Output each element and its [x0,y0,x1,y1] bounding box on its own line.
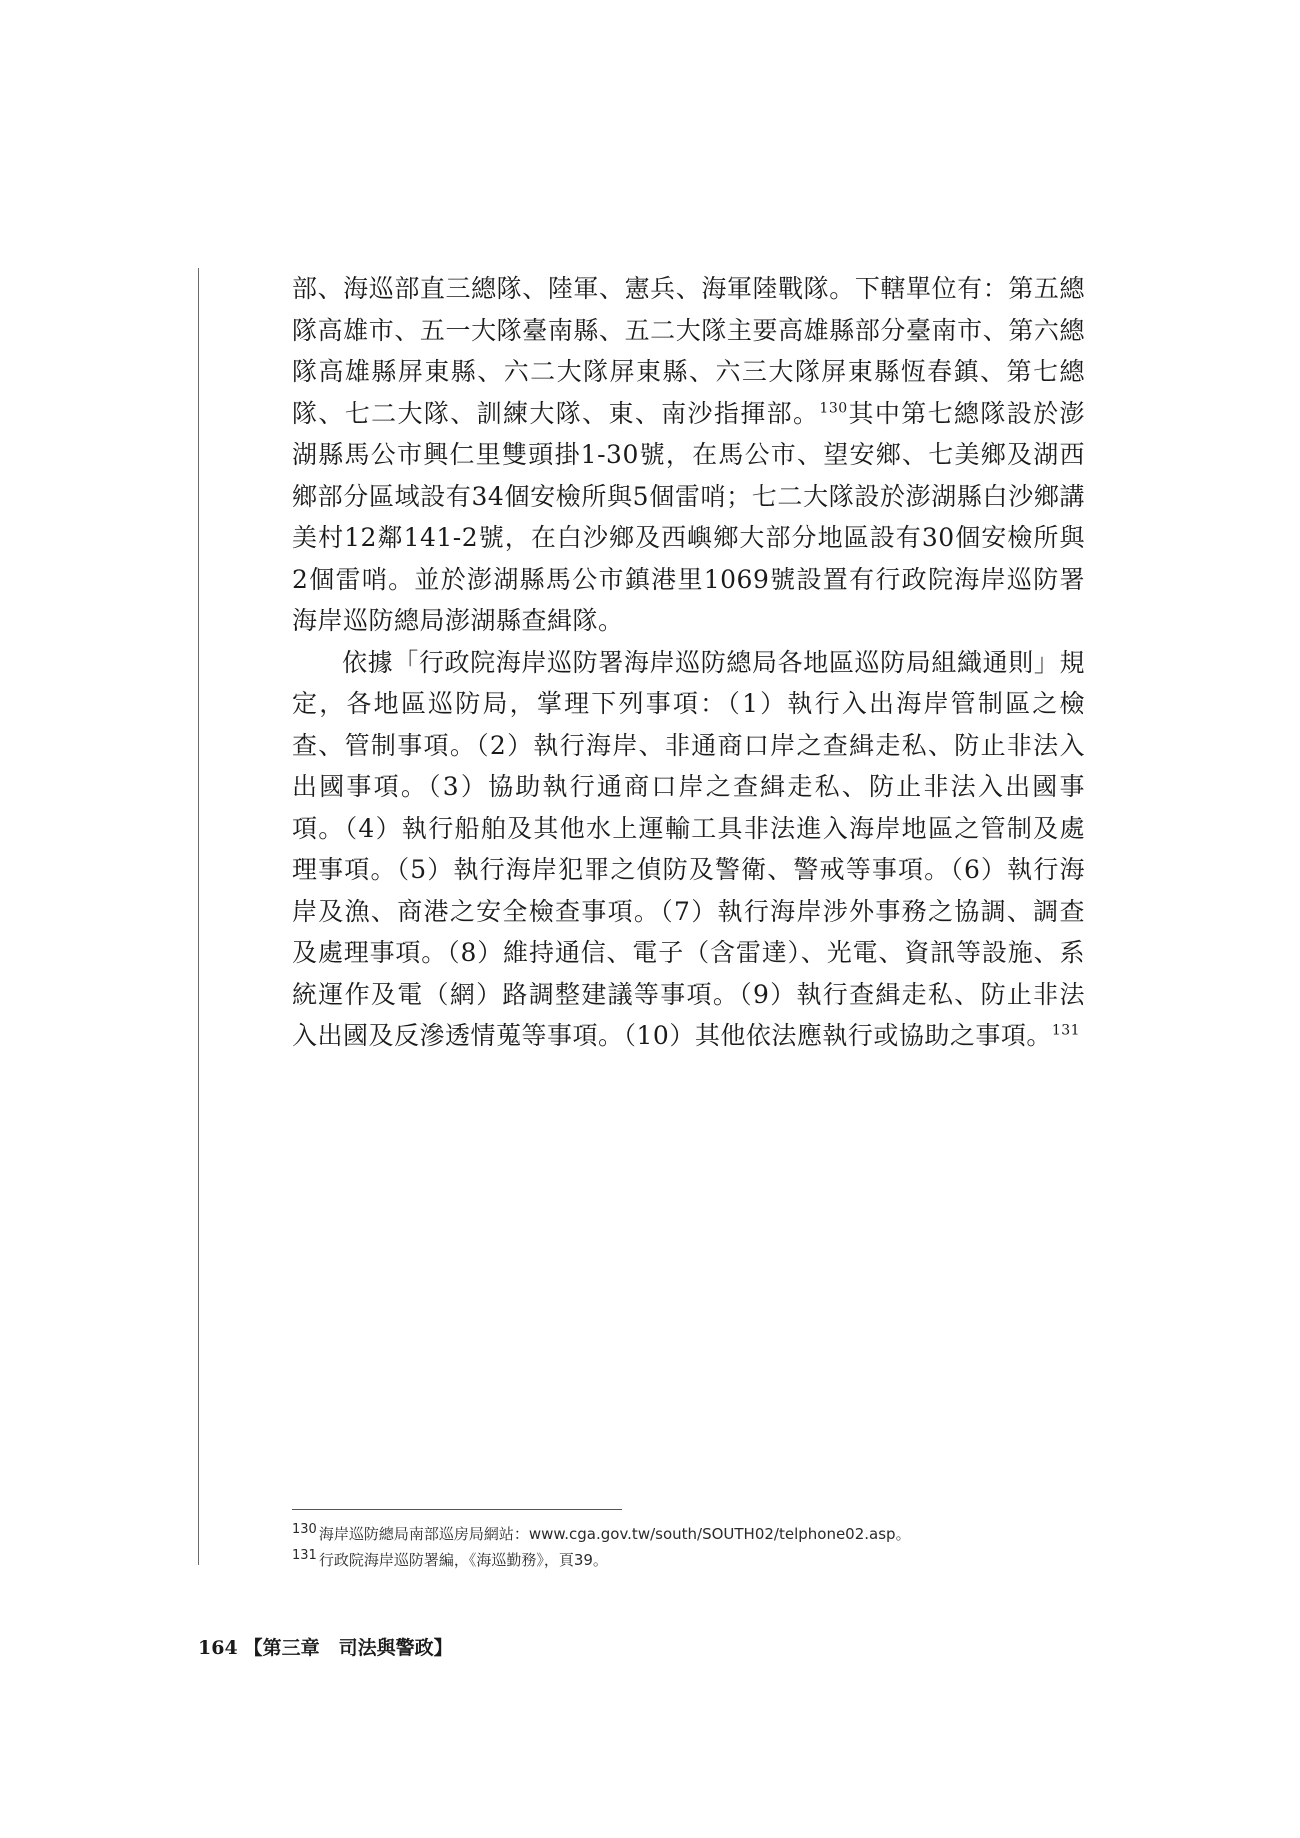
body-text [292,268,1085,1057]
paragraph-1 [292,268,1085,642]
page-number: 164 [198,1637,238,1659]
chapter-title: 【第三章 司法與警政】 [243,1637,453,1659]
paragraph-2-text: 依據「行政院海岸巡防署海岸巡防總局各地區巡防局組織通則」規定，各地區巡防局，掌理下列事項：（1）執行入出海岸管制區之檢查、管制事項。（2）執行海岸、非通商口岸之查緝走私、防止非法入出國事項。（3）協助執行通商口岸之查緝走私、防止非法入出國事項。（4）執行船舶及其他水上運輸工具非法進入海岸地區之管制及處理事項。（5）執行海岸犯罪之偵防及警衛、警戒等事項。（6）執行海岸及漁、商港之安全檢查事項。（7）執行海岸涉外事務之協調、調查及處理事項。（8）維持通信、電子（含雷達）、光電、資訊等設施、系統運作及電（網）路調整建議等事項。（9）執行查緝走私、防止非法入出國及反滲透情蒐等事項。（10）其他依法應執行或協助之事項。 [292,647,1085,1050]
footnote-number: 131 [292,1548,317,1563]
margin-rule [198,268,199,1565]
footnote-130 [292,1521,1092,1547]
paragraph-1-text-after: 其中第七總隊設於澎湖縣馬公市興仁里雙頭掛1-30號，在馬公市、望安鄉、七美鄉及湖西鄉部分區域設有34個安檢所與5個雷哨；七二大隊設於澎湖縣白沙鄉講美村12鄰141-2號，在白沙鄉及西嶼鄉大部分地區設有30個安檢所與2個雷哨。並於澎湖縣馬公市鎮港里1069號設置有行政院海岸巡防署海岸巡防總局澎湖縣查緝隊。 [292,398,1085,635]
footnote-text: 行政院海岸巡防署編，《海巡勤務》，頁39。 [318,1551,608,1569]
footnote-131 [292,1547,1092,1573]
page-footer [198,1633,453,1660]
paragraph-2 [292,642,1085,1057]
footnotes [292,1521,1092,1573]
footnote-text: 海岸巡防總局南部巡房局網站：www.cga.gov.tw/south/SOUTH02/telphone02.asp。 [318,1525,911,1543]
paragraph-1-text: 部、海巡部直三總隊、陸軍、憲兵、海軍陸戰隊。下轄單位有：第五總隊高雄市、五一大隊臺南縣、五二大隊主要高雄縣部分臺南市、第六總隊高雄縣屏東縣、六二大隊屏東縣、六三大隊屏東縣恆春鎮、第七總隊、七二大隊、訓練大隊、東、南沙指揮部。 [292,274,1085,428]
footnote-ref-130[interactable]: 130 [819,400,848,417]
footnote-divider [292,1509,622,1510]
footnote-ref-131[interactable]: 131 [1051,1022,1081,1039]
footnote-number: 130 [292,1522,317,1537]
